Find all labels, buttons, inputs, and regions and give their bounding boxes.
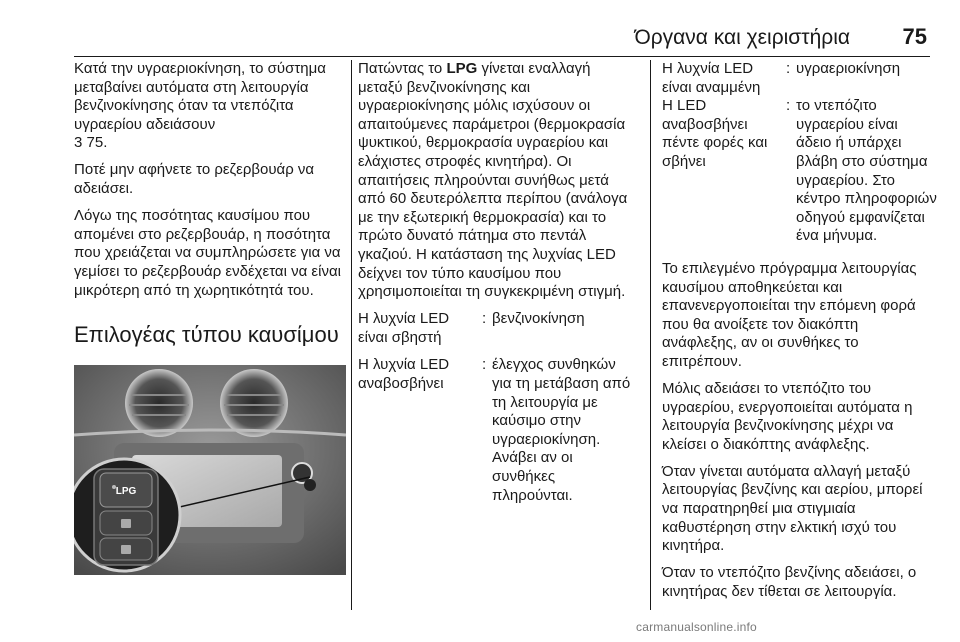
dashboard-photo [74, 365, 346, 575]
paragraph: Κατά την υγραεριοκίνηση, το σύστημα μεταβαίνει αυτόματα στη λειτουργία βενζινοκίνησης όταν τα ντεπόζιτα υγραερίου αδειάσουν 3 75. [74, 60, 326, 152]
page-reference: 3 75. [74, 134, 108, 152]
paragraph: Όταν το ντεπόζιτο βενζίνης αδειάσει, ο κινητήρας δεν τίθεται σε λειτουργία. [662, 564, 917, 600]
definition-description: υγραεριοκίνηση [796, 60, 901, 77]
column-divider-2 [650, 60, 651, 610]
section-heading: Επιλογέας τύπου καυσίμου [74, 322, 339, 348]
definition-row: Η λυχνία LED είναι σβηστή : βενζινοκίνηση [358, 310, 633, 347]
paragraph: Πατώντας το LPG γίνεται εναλλαγή μεταξύ βενζινοκίνησης και υγραεριοκίνησης μόλις ισχύσουν οι απαιτούμενες παράμετροι (θερμοκρασία ψυκτικού, θερμοκρασία υγραερίου και ελάχιστες στροφές κινητήρα). Οι απαιτήσεις πληρούνται συνήθως μετά από 60 δευτερόλεπτα περίπου (ανάλογα με την εξωτερική θερμοκρασία) και το πρώτο δυνατό πάτημα στο πεντάλ γκαζιού. Η κατάσταση της λυχνίας LED δείχνει τον τύπο καυσίμου που χρησιμοποιείται τη συγκεκριμένη στιγμή. [358, 60, 628, 301]
paragraph: Το επιλεγμένο πρόγραμμα λειτουργίας καυσίμου αποθηκεύεται και επανενεργοποιείται την επόμενη φορά που θα ανοίξετε τον διακόπτη ανάφλεξης, αν οι συνθήκες το επιτρέπουν. [662, 259, 917, 370]
paragraph: Όταν γίνεται αυτόματα αλλαγή μεταξύ λειτουργίας βενζίνης και αερίου, μπορεί να παρατηρηθεί μια στιγμιαία καθυστέρηση στην ελκτική ισχύ του κινητήρα. [662, 462, 923, 555]
column-2 [358, 60, 633, 505]
column-3 [662, 60, 937, 610]
definition-description: βενζινοκίνηση [492, 310, 585, 328]
lpg-button-label: LPG [115, 486, 137, 497]
definition-row: Η λυχνία LED αναβοσβήνει : έλεγχος συνθηκών για τη μετάβαση από τη λειτουργία με καύσιμο στην υγραεριοκίνηση. Ανάβει αν οι συνθήκες πληρούνται. [358, 356, 633, 505]
definition-term: Η λυχνία LED είναι αναμμένη [662, 60, 761, 96]
definition-description: έλεγχος συνθηκών για τη μετάβαση από τη λειτουργία με καύσιμο στην υγραεριοκίνηση. Ανάβει αν οι συνθήκες πληρούνται. [492, 356, 631, 504]
definition-term: Η λυχνία LED αναβοσβήνει [358, 356, 450, 392]
fuel-selector-illustration [74, 365, 346, 575]
definition-term: Η λυχνία LED είναι σβηστή [358, 310, 450, 346]
paragraph: Ποτέ μην αφήνετε το ρεζερβουάρ να αδειάσει. [74, 161, 315, 198]
page-number: 75 [902, 24, 927, 49]
column-1 [74, 60, 352, 362]
watermark: carmanualsonline.info [636, 620, 757, 634]
lpg-button-reference: LPG [446, 60, 478, 77]
paragraph: Λόγω της ποσότητας καυσίμου που απομένει στο ρεζερβουάρ, η ποσότητα που χρειάζεται να συμπληρώσετε για να γεμίσει το ρεζερβουάρ ενδέχεται να είναι μικρότερη από τη χωρητικότητά του. [74, 207, 341, 299]
definition-description: το ντεπόζιτο υγραερίου είναι άδειο ή υπάρχει βλάβη στο σύστημα υγραερίου. Στο κέντρο πληροφοριών οδηγού εμφανίζεται ένα μήνυμα. [796, 97, 937, 245]
header-title: Όργανα και χειριστήρια [634, 26, 850, 49]
definition-row: Η λυχνία LED είναι αναμμένη : υγραεριοκίνηση [662, 60, 937, 97]
definition-term: Η LED αναβοσβήνει πέντε φορές και σβήνει [662, 97, 768, 170]
header-rule [74, 56, 930, 57]
paragraph: Μόλις αδειάσει το ντεπόζιτο του υγραερίου, ενεργοποιείται αυτόματα η λειτουργία βενζινοκίνησης μέχρι να κλείσει ο διακόπτης ανάφλεξης. [662, 380, 913, 453]
definition-row: Η LED αναβοσβήνει πέντε φορές και σβήνει : το ντεπόζιτο υγραερίου είναι άδειο ή υπάρχει βλάβη στο σύστημα υγραερίου. Στο κέντρο πληροφοριών οδηγού εμφανίζεται ένα μήνυμα. [662, 97, 937, 245]
